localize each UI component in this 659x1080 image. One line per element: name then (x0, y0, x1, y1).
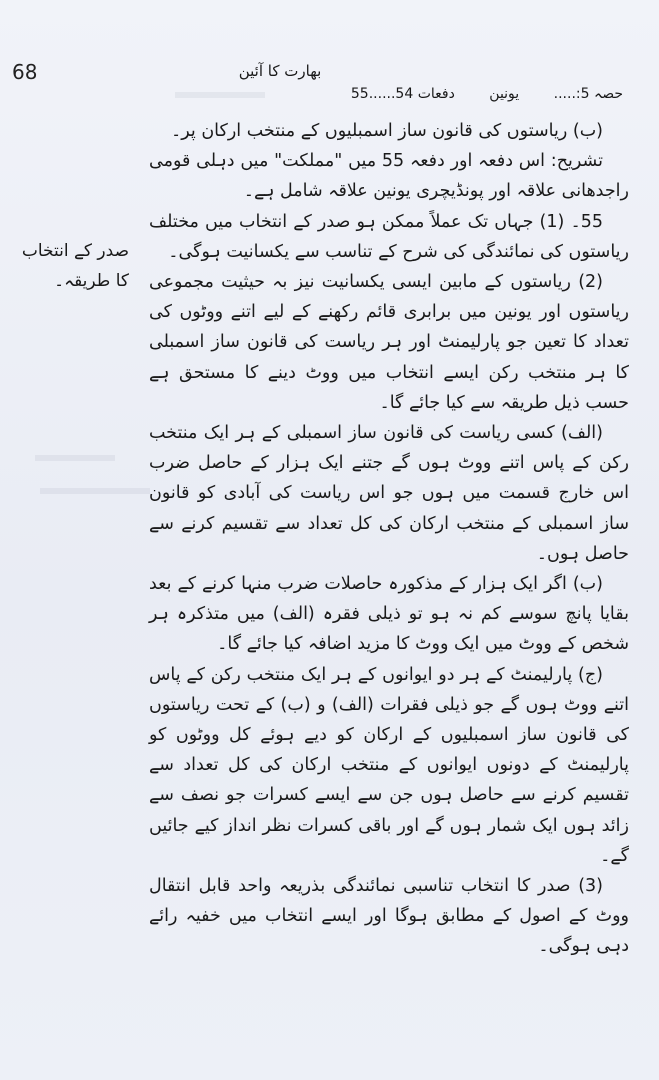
paragraph: (3) صدر کا انتخاب تناسبی نمائندگی بذریعہ واحد قابل انتقال ووٹ کے اصول کے مطابق ہوگا اور ایسے انتخاب میں خفیہ رائے دہی ہوگی۔ (149, 876, 629, 957)
paragraph: (ج) پارلیمنٹ کے ہر دو ایوانوں کے ہر ایک منتخب رکن کے پاس اتنے ووٹ ہوں گے جو ذیلی فقرات (الف) و (ب) کے تحت ریاستوں کی قانون ساز اسمبلیوں کے ارکان کو دیے ہوئے کل ووٹوں کو پارلیمنٹ کے دونوں ایوانوں کے منتخب ارکان کی کل تعداد سے تقسیم کرنے سے حاصل ہوں جن سے ایسے کسرات جو نصف سے زائد ہوں ایک شمار ہوں گے اور باقی کسرات نظر انداز کیے جائیں گے۔ (149, 664, 629, 866)
paragraph: (الف) کسی ریاست کی قانون ساز اسمبلی کے ہر ایک منتخب رکن کے پاس اتنے ووٹ ہوں گے جتنے ایک ہزار کے حاصل ضرب اس خارج قسمت میں ہوں جو اس ریاست کی آبادی کو قانون ساز اسمبلی کے منتخب ارکان کی کل تعداد سے تقسیم کرنے سے حاصل ہوں۔ (149, 423, 629, 564)
paragraph: (ب) اگر ایک ہزار کے مذکورہ حاصلات ضرب منہا کرنے کے بعد بقایا پانچ سوسے کم نہ ہو تو ذیلی فقرہ (الف) میں متذکرہ ہر شخص کے ووٹ میں ایک ووٹ کا مزید اضافہ کیا جائے گا۔ (149, 574, 629, 655)
margin-note: صدر کے انتخاب کا طریقہ۔ (21, 241, 129, 291)
show-through-mark (35, 455, 115, 461)
section-header (293, 86, 623, 102)
part-label: حصہ 5:..... (553, 86, 623, 102)
book-title: بھارت کا آئین (238, 62, 322, 80)
articles-label: دفعات 54......55 (350, 86, 455, 102)
body-text (149, 116, 629, 962)
page-number: 68 (12, 60, 38, 84)
show-through-mark (175, 92, 265, 98)
paragraph: (2) ریاستوں کے مابین ایسی یکسانیت نیز بہ حیثیت مجموعی ریاستوں اور یونین میں برابری قائم رکھنے کے لیے اتنے ووٹوں کی تعداد کا تعین جو پارلیمنٹ اور ہر ریاست کی قانون ساز اسمبلی کا ہر منتخب رکن ایسے انتخاب میں ووٹ دینے کا مستحق ہے حسب ذیل طریقہ سے کیا جائے گا۔ (149, 272, 629, 413)
paragraph: (ب) ریاستوں کی قانون ساز اسمبلیوں کے منتخب ارکان پر۔ (170, 121, 603, 141)
paragraph: 55۔ (1) جہاں تک عملاً ممکن ہو صدر کے انتخاب میں مختلف ریاستوں کی نمائندگی کی شرح کے تناسب سے یکسانیت ہوگی۔ (149, 211, 629, 262)
show-through-mark (40, 488, 150, 494)
paragraph: تشریح: اس دفعہ اور دفعہ 55 میں "مملکت" میں دہلی قومی راجدھانی علاقہ اور پونڈیچری یونین علاقہ شامل ہے۔ (149, 151, 629, 202)
union-label: یونین (489, 86, 520, 102)
